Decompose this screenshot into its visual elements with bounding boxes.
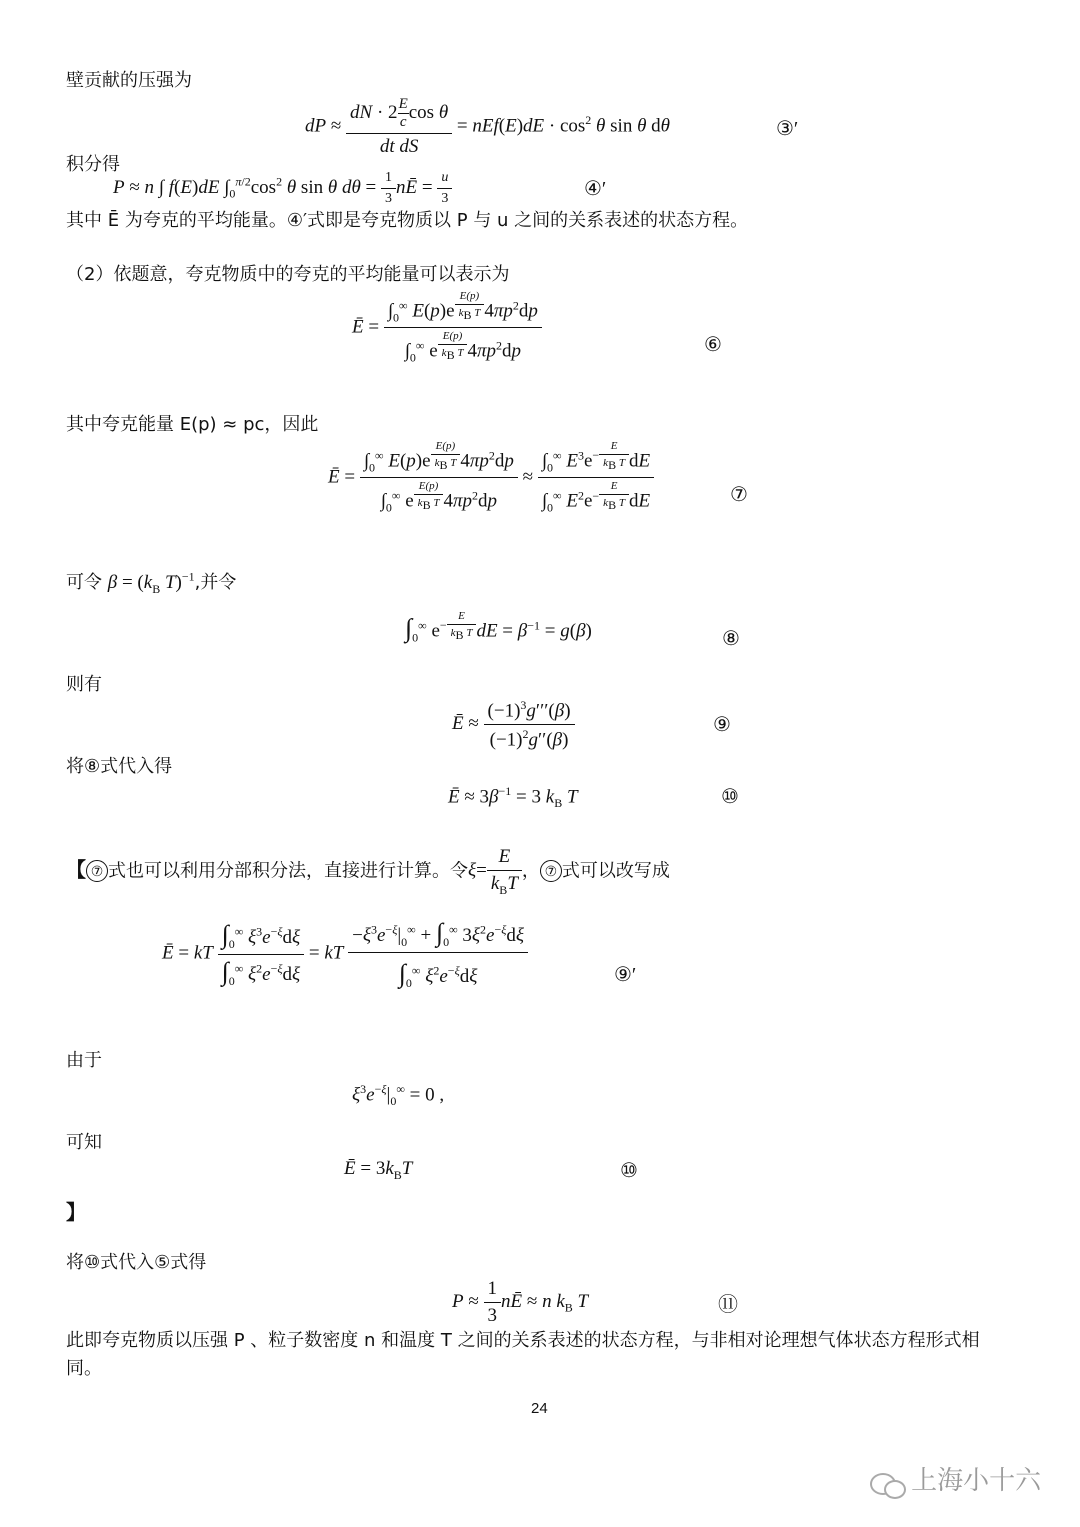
paragraph-text: 由于 [66,1050,102,1071]
equation-tag: ⑦ [730,484,748,506]
paragraph-text: 可知 [66,1132,102,1153]
page-number: 24 [531,1400,548,1417]
paragraph-segment: ， [521,860,540,882]
equation-tag: ⑨ [713,714,731,736]
equation-7: Ē = $\int_0^\infty$ E(p)e $^{\frac{E(p)}{k_B T}}$ $4\pi p^2dp$ $\int_0^\infty$ e $^{\frac{E(p)}{k_B T}}$ $4\pi p^2dp$ ≈ $\int_0^\infty$ $E^3e^{- \frac{E}{k_B T}}$ dE $\int_0^\infty$ $E^2e^{- \frac{E}{k_B T}}$ dE [328,440,654,516]
equation-tag: ⑩ [721,786,739,808]
equation-tag: ⑪ [718,1294,738,1316]
equation-3prime: dP ≈ dN · 2 $\frac{E}{c}$ cos θ dt dS = $nEf(E)dE \cdot \cos^2 \theta$ sin θ dθ [305,96,671,157]
watermark-text: 上海小十六 [911,1466,1042,1496]
paragraph-text: 则有 [66,674,102,695]
paragraph-text: 此即夸克物质以压强 P 、粒子数密度 n 和温度 T 之间的关系表述的状态方程，与非相对论理想气体状态方程形式相 [66,1330,980,1351]
equation-boundary: $\xi^3e^{-\xi}|_0^\infty = 0$ , [352,1082,445,1109]
equation-8: $\int_0^\infty$ $e^{- \frac{E}{k_B T}}$ dE = $\beta^{-1} = g(\beta)$ [405,610,592,645]
open-bracket: 【 [66,857,86,882]
equation-tag: ③′ [776,118,799,140]
equation-11: P ≈ $\frac{1}{3}$ nĒ ≈ n $k_B$ T [452,1278,589,1326]
equation-10-alt: Ē = $3k_BT$ [344,1158,413,1182]
equation-ref: ⑦ [540,860,562,882]
paragraph-segment: 式也可以利用分部积分法，直接进行计算。令 [108,860,468,882]
watermark [870,1460,1041,1499]
paragraph-text: 将⑧式代入得 [66,756,173,777]
equation-ref: ⑦ [86,860,108,882]
paragraph-suffix: ,并令 [194,572,237,593]
paragraph-text: 将⑩式代入⑤式得 [66,1252,207,1273]
wechat-icon [870,1471,906,1499]
paragraph-text: 积分得 [66,154,120,175]
paragraph-text: 其中 Ē 为夸克的平均能量。④′式即是夸克物质以 P 与 u 之间的关系表述的状态方程。 [66,210,749,231]
paragraph-segment: 式可以改写成 [561,860,670,882]
equation-tag: ⑩ [620,1160,638,1182]
equation-tag: ⑥ [704,334,722,356]
equation-6: Ē = $\int_0^\infty$ E(p)e $^{\frac{E(p)}{k_B T}}$ $4\pi p^2dp$ $\int_0^\infty$ e $^{\frac{E(p)}{k_B T}}$ $4\pi p^2dp$ [352,290,542,366]
equation-9: Ē ≈ $\frac{(-1)^3g'''(\beta)}{(-1)^2g''(\beta)}$ [452,698,575,752]
paragraph-text: 可令 $\beta = (k_B$ T)$^{-1}$,并令 [66,569,237,596]
equation-10: Ē ≈ $3\beta^{-1} = 3$ $k_B$ T [448,784,578,811]
paragraph-prefix: 可令 [66,572,102,593]
paragraph-text: 同。 [66,1358,102,1379]
equation-4prime: P ≈ n ∫ f(E)dE $\int_0^{\pi/2}\cos^2$ θ sin θ dθ = $\frac{1}{3}$ nĒ = $\frac{u}{3}$ [113,170,452,207]
paragraph-text: 其中夸克能量 E(p) ≈ pc，因此 [66,414,319,435]
equation-9prime: Ē = kT $\frac{\int_0^\infty \xi^3e^{-\xi}d\xi}{\int_0^\infty \xi^2e^{-\xi}d\xi}$ = kT $\frac{-\xi^3e^{-\xi}|_0^\infty + \int_0^\infty 3\xi^2e^{-\xi}d\xi}{\int_0^\infty \xi^2e^{-\xi}d\xi}$ [162,918,528,991]
equation-tag: ④′ [584,178,607,200]
paragraph-text: （2）依题意，夸克物质中的夸克的平均能量可以表示为 [66,264,510,285]
equation-tag: ⑧ [722,628,740,650]
close-bracket: 】 [66,1200,86,1224]
paragraph-text: 壁贡献的压强为 [66,70,192,91]
paragraph-text: 【 ⑦ 式也可以利用分部积分法，直接进行计算。令ξ= $\frac{E}{k_BT}$ ， ⑦ 式可以改写成 [66,846,670,897]
equation-tag: ⑨′ [614,964,637,986]
